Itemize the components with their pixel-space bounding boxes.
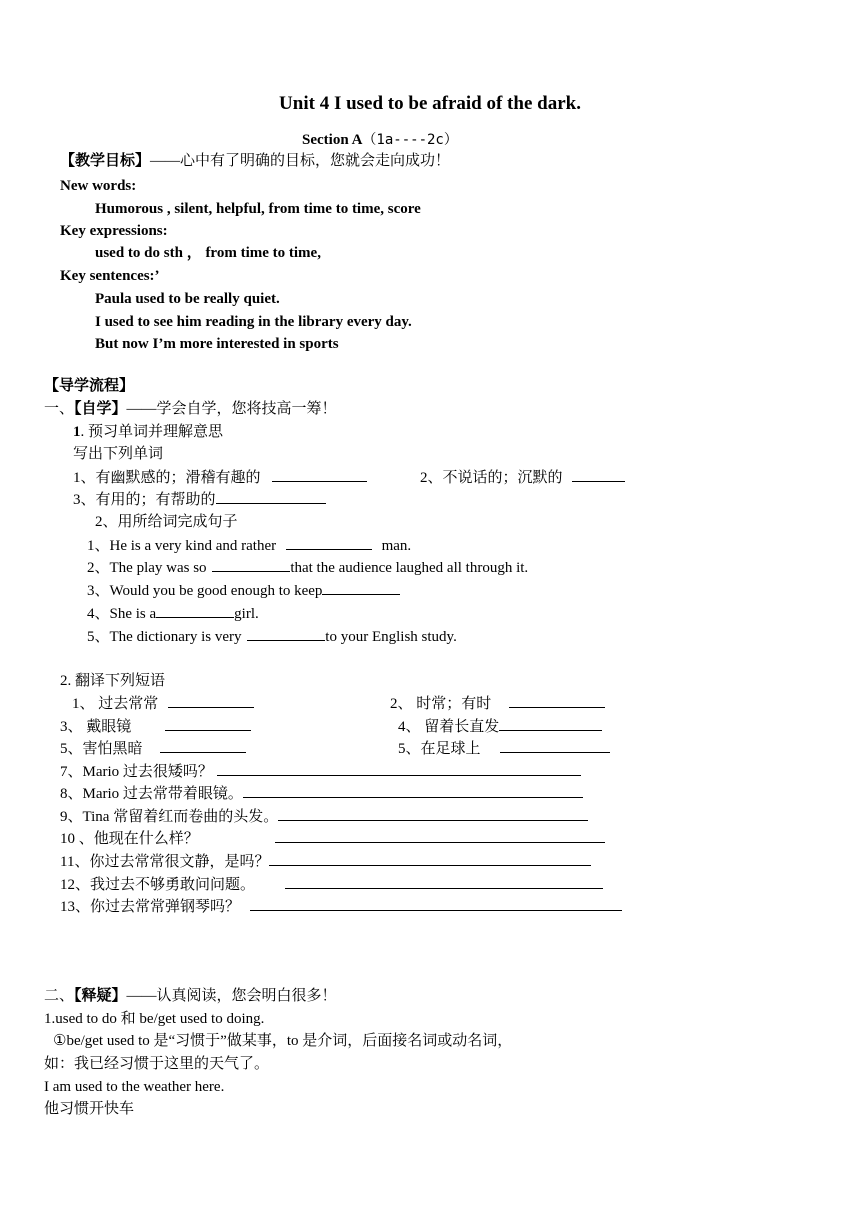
sentence-text: 5、The dictionary is very [87,629,242,645]
part1-prefix: 一、 [44,401,75,417]
phrase-item [398,716,602,737]
grammar-point: 1.used to do 和 be/get used to doing. [44,1011,265,1027]
flow-heading: 【导学流程】 [44,378,135,394]
vocab-item [420,467,625,488]
sentence-item [87,580,400,601]
answer-blank[interactable] [272,467,367,482]
key-expressions-list: used to do sth ， from time to time, [95,245,321,261]
answer-blank[interactable] [156,603,234,618]
phrase-prompt: 2、 时常；有时 [390,696,492,712]
translate-question [60,783,583,804]
translate-question [60,828,605,849]
answer-line[interactable] [217,761,581,776]
part2-heading [44,986,337,1006]
vocab-prompt: 1、有幽默感的；滑稽有趣的 [73,470,261,486]
answer-blank[interactable] [216,489,326,504]
answer-blank[interactable] [572,467,625,482]
sentence-text: man. [381,538,412,554]
answer-blank[interactable] [160,738,246,753]
answer-blank[interactable] [286,535,372,550]
key-sentence: Paula used to be really quiet. [95,291,280,307]
vocab-prompt: 3、有用的；有帮助的 [73,492,216,508]
question-text: 10 、他现在什么样？ [60,831,199,847]
translate-question [60,806,588,827]
sentence-text: that the audience laughed all through it. [290,560,529,576]
answer-blank[interactable] [247,626,325,641]
sentence-text: to your English study. [325,629,457,645]
question-text: 13、你过去常常弹钢琴吗？ [60,899,241,915]
example-chinese: 如：我已经习惯于这里的天气了。 [44,1056,270,1072]
answer-blank[interactable] [212,557,290,572]
sentence-item [87,535,411,556]
key-sentences-label: Key sentences:’ [60,268,160,284]
phrase-item [60,716,251,737]
example-chinese: 他习惯开快车 [44,1101,135,1117]
answer-line[interactable] [275,828,605,843]
phrase-prompt: 5、在足球上 [398,741,481,757]
vocab-prompt: 2、不说话的；沉默的 [420,470,563,486]
section-heading [302,130,458,150]
complete-sentences-title: 2、用所给词完成句子 [95,514,238,530]
answer-blank[interactable] [499,716,602,731]
phrase-prompt: 1、 过去常常 [72,696,159,712]
goals-heading: 【教学目标】 [60,153,151,169]
question-text: 12、我过去不够勇敢问问题。 [60,877,256,893]
new-words-list: Humorous , silent, helpful, from time to time, score [95,201,421,217]
write-words-instruction: 写出下列单词 [73,446,164,462]
answer-blank[interactable] [509,693,605,708]
section-range: （1a----2c） [362,132,458,148]
answer-line[interactable] [269,851,591,866]
part2-tagline: ——认真阅读，您会明白很多！ [126,988,337,1004]
sentence-item [87,557,528,578]
sentence-text: girl. [234,606,259,622]
part1-bracket: 【自学】 [74,401,127,417]
sentence-item [87,603,259,624]
vocab-item [73,467,367,488]
question-text: 11、你过去常常很文静，是吗？ [60,854,270,870]
answer-blank[interactable] [500,738,610,753]
phrase-item [390,693,605,714]
sentence-text: 3、Would you be good enough to keep [87,583,323,599]
phrase-prompt: 3、 戴眼镜 [60,719,132,735]
part1-tagline: ——学会自学，您将技高一筹！ [126,401,337,417]
translate-question [60,896,622,917]
key-sentence: But now I’m more interested in sports [95,336,339,352]
translate-question [60,851,591,872]
answer-line[interactable] [278,806,588,821]
answer-line[interactable] [250,896,622,911]
phrase-prompt: 5、害怕黑暗 [60,741,143,757]
example-english: I am used to the weather here. [44,1079,225,1095]
translate-title: 2. 翻译下列短语 [60,673,166,689]
document-title: Unit 4 I used to be afraid of the dark. [279,93,581,114]
answer-blank[interactable] [165,716,251,731]
goals-tagline: ——心中有了明确的目标，您就会走向成功！ [150,153,451,169]
sentence-text: 1、He is a very kind and rather [87,538,277,554]
phrase-item [398,738,610,759]
grammar-note: ①be/get used to 是“习惯于”做某事，to 是介词，后面接名词或动名词， [53,1033,513,1049]
part1-heading [44,399,337,419]
sentence-text: 4、She is a [87,606,157,622]
answer-line[interactable] [243,783,583,798]
task1-number: 1 [73,424,81,440]
key-sentence: I used to see him reading in the library every day. [95,314,412,330]
answer-blank[interactable] [168,693,254,708]
sentence-text: 2、The play was so [87,560,207,576]
translate-question [60,874,603,895]
translate-question [60,761,581,782]
question-text: 9、Tina 常留着红而卷曲的头发。 [60,809,279,825]
phrase-prompt: 4、 留着长直发 [398,719,500,735]
question-text: 8、Mario 过去常带着眼镜。 [60,786,243,802]
phrase-item [72,693,254,714]
section-prefix: Section A [302,132,363,148]
goals-line [60,151,450,171]
key-expressions-label: Key expressions: [60,223,168,239]
task1-text: . 预习单词并理解意思 [80,424,224,440]
phrase-item [60,738,246,759]
question-text: 7、Mario 过去很矮吗？ [60,764,213,780]
new-words-label: New words: [60,178,137,194]
part2-bracket: 【释疑】 [74,988,127,1004]
part2-prefix: 二、 [44,988,75,1004]
vocab-item [73,489,326,510]
answer-blank[interactable] [322,580,400,595]
answer-line[interactable] [285,874,603,889]
task1-title [73,422,223,442]
sentence-item [87,626,457,647]
